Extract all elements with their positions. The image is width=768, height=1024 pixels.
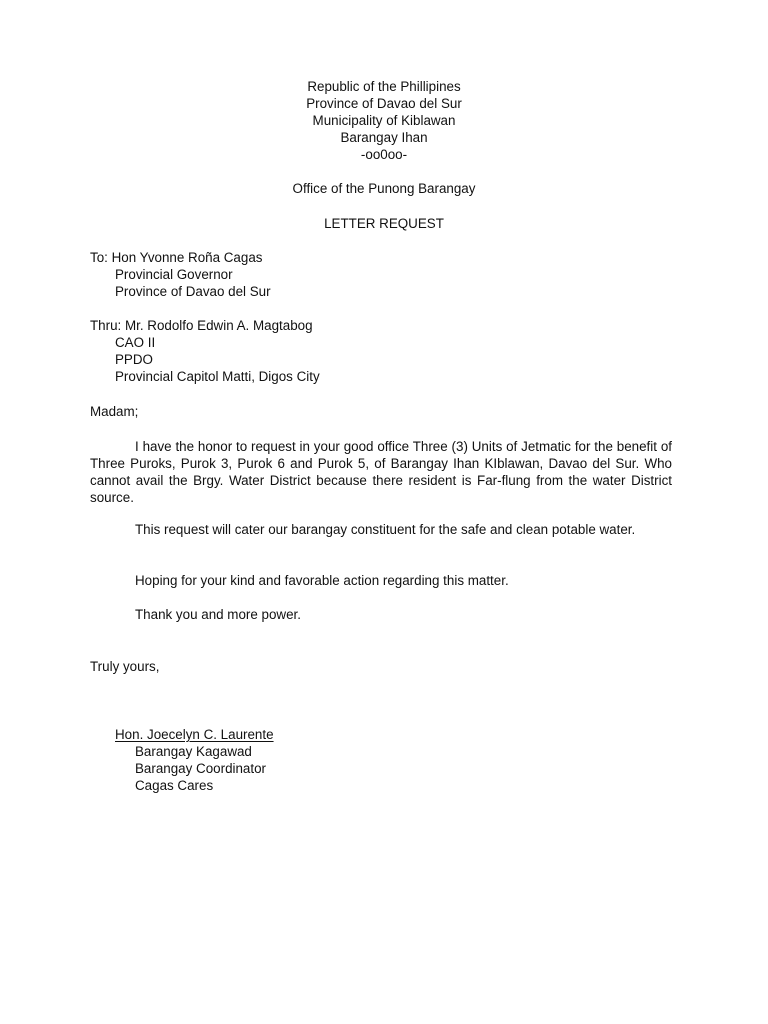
header-province: Province of Davao del Sur bbox=[306, 96, 462, 111]
header-barangay: Barangay Ihan bbox=[340, 130, 428, 145]
thru-office: PPDO bbox=[115, 352, 153, 367]
recipient-name: To: Hon Yvonne Roña Cagas bbox=[90, 250, 263, 265]
signatory-name: Hon. Joecelyn C. Laurente bbox=[115, 727, 274, 742]
thru-title: CAO II bbox=[115, 335, 156, 350]
recipient-province: Province of Davao del Sur bbox=[115, 284, 271, 299]
thru-address: Provincial Capitol Matti, Digos City bbox=[115, 369, 320, 384]
body-paragraph-1: I have the honor to request in your good office Three (3) Units of Jetmatic for the benefit of Three Puroks, Purok 3, Purok 6 and Purok 5, of Barangay Ihan KIblawan, Davao del Sur. Who cannot avail the Brgy. Water District because there resident is Far-flung from the water District source. bbox=[90, 439, 672, 505]
signatory-title-cares: Cagas Cares bbox=[135, 778, 214, 793]
body-paragraph-2: This request will cater our barangay constituent for the safe and clean potable water. bbox=[135, 522, 636, 537]
salutation: Madam; bbox=[90, 404, 139, 419]
letter-title: LETTER REQUEST bbox=[324, 216, 444, 231]
signatory-title-kagawad: Barangay Kagawad bbox=[135, 744, 252, 759]
header-municipality: Municipality of Kiblawan bbox=[312, 113, 456, 128]
signatory-title-coordinator: Barangay Coordinator bbox=[135, 761, 267, 776]
closing: Truly yours, bbox=[90, 659, 160, 674]
recipient-position: Provincial Governor bbox=[115, 267, 233, 282]
header-republic: Republic of the Phillipines bbox=[307, 79, 461, 94]
body-paragraph-3: Hoping for your kind and favorable action regarding this matter. bbox=[135, 573, 509, 588]
thru-name: Thru: Mr. Rodolfo Edwin A. Magtabog bbox=[90, 318, 313, 333]
header-divider: -oo0oo- bbox=[360, 147, 408, 162]
office-title: Office of the Punong Barangay bbox=[292, 181, 476, 196]
body-paragraph-4: Thank you and more power. bbox=[135, 607, 301, 622]
